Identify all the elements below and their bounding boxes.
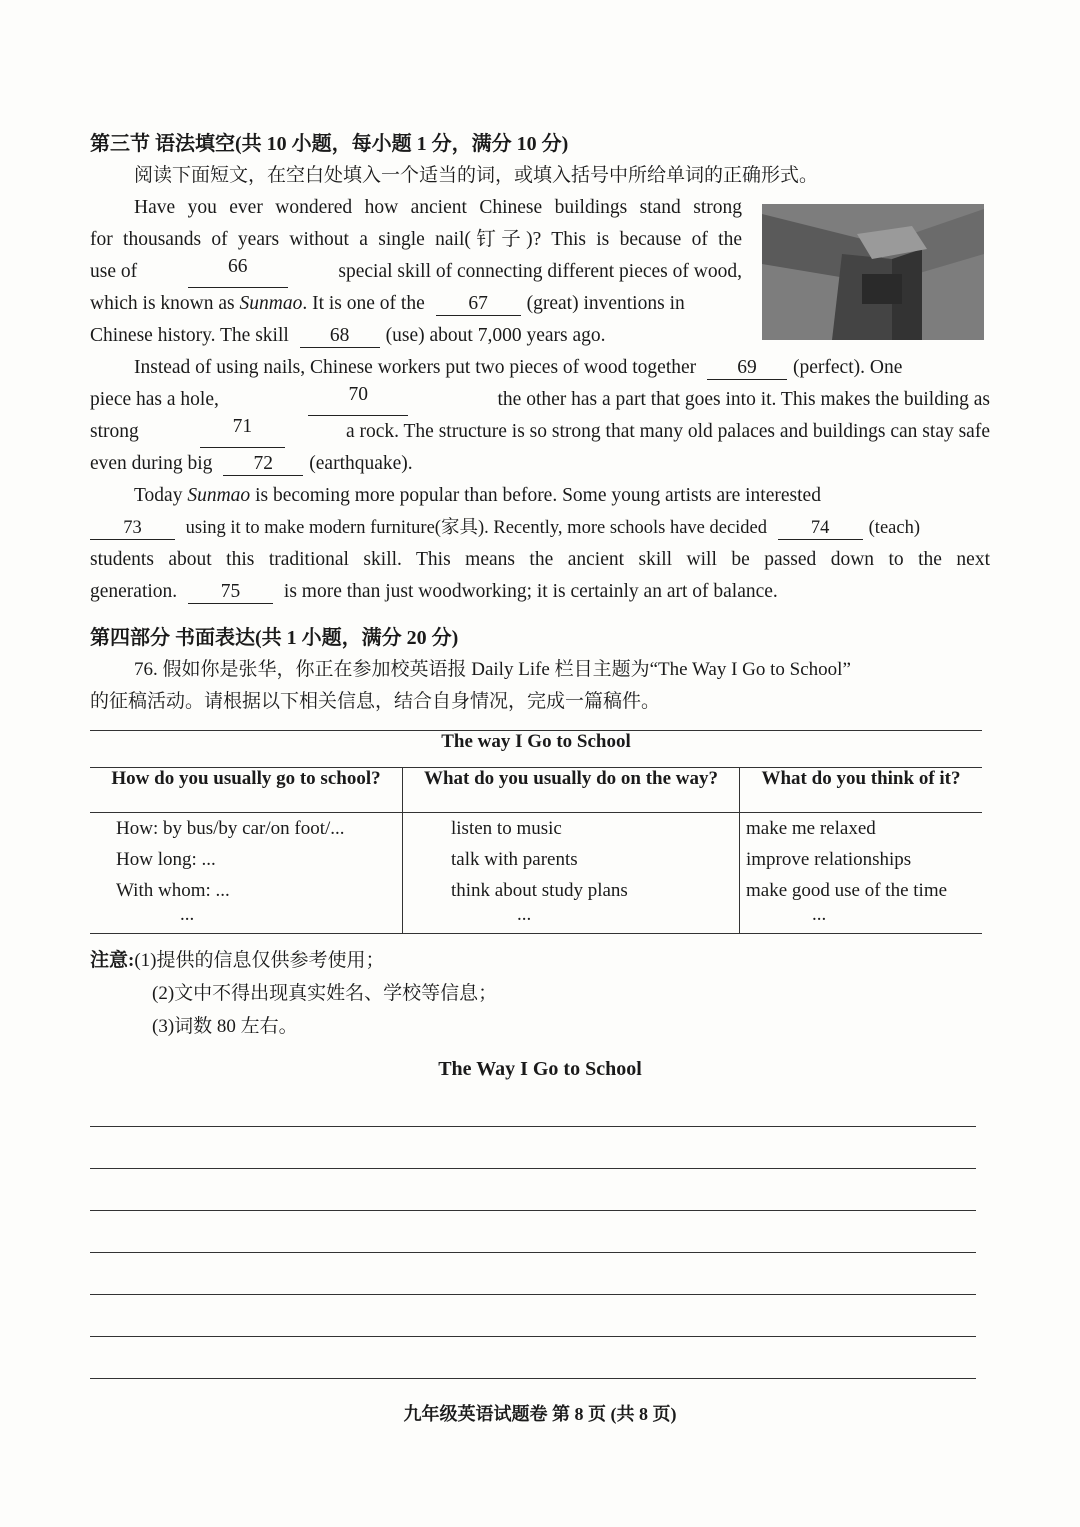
note-1: (1)提供的信息仅供参考使用； bbox=[134, 950, 385, 971]
cell-ellipsis: ... bbox=[180, 904, 195, 925]
notes-label: 注意: bbox=[90, 950, 135, 971]
p1-line5: Chinese history. The skill 68 (use) about 7,000 years ago. bbox=[90, 325, 606, 346]
blank-66[interactable]: 66 bbox=[188, 256, 288, 288]
table-header-think: What do you think of it? bbox=[740, 768, 983, 813]
table-col-think bbox=[740, 813, 983, 934]
cell-talk-parents: talk with parents bbox=[451, 849, 578, 870]
p1-line4: which is known as Sunmao. It is one of the 67 (great) inventions in bbox=[90, 293, 685, 314]
cell-relaxed: make me relaxed bbox=[746, 818, 876, 839]
section4-heading: 第四部分 书面表达(共 1 小题，满分 20 分) bbox=[90, 627, 459, 649]
p2-line2: piece has a hole, 70 the other has a part that goes into it. This makes the building as bbox=[90, 384, 990, 416]
cell-use-time: make good use of the time bbox=[746, 880, 948, 901]
p2-line4: even during big 72 (earthquake). bbox=[90, 453, 413, 474]
exam-page bbox=[90, 128, 990, 1379]
cell-ellipsis: ... bbox=[812, 904, 827, 925]
blank-71[interactable]: 71 bbox=[200, 416, 285, 448]
passage-paragraph-1 bbox=[90, 192, 742, 352]
blank-73[interactable]: 73 bbox=[90, 517, 175, 540]
cell-study-plans: think about study plans bbox=[451, 880, 628, 901]
writing-line[interactable] bbox=[90, 1337, 976, 1379]
p3-line2: 73 using it to make modern furniture(家具). Recently, more schools have decided 74 (teach) bbox=[90, 512, 990, 544]
cell-how: How: by bus/by car/on foot/... bbox=[116, 818, 345, 839]
p1-line3: use of 66 special skill of connecting different pieces of wood, bbox=[90, 256, 742, 288]
cell-how-long: How long: ... bbox=[116, 849, 216, 870]
page-footer: 九年级英语试题卷 第 8 页 (共 8 页) bbox=[403, 1404, 677, 1424]
section3-instruction: 阅读下面短文，在空白处填入一个适当的词，或填入括号中所给单词的正确形式。 bbox=[134, 165, 819, 186]
cell-with-whom: With whom: ... bbox=[116, 880, 230, 901]
table-header-what: What do you usually do on the way? bbox=[403, 768, 740, 813]
blank-67[interactable]: 67 bbox=[436, 293, 521, 316]
table-title: The way I Go to School bbox=[90, 731, 982, 768]
p3-line3: students about this traditional skill. This means the ancient skill will be passed down to the next bbox=[90, 549, 990, 570]
writing-line[interactable] bbox=[90, 1253, 976, 1295]
p2-line3: strong 71 a rock. The structure is so strong that many old palaces and buildings can stay safe bbox=[90, 416, 990, 448]
table-col-what bbox=[403, 813, 740, 934]
writing-line[interactable] bbox=[90, 1295, 976, 1337]
note-2: (2)文中不得出现真实姓名、学校等信息； bbox=[152, 983, 498, 1004]
p2-line1: Instead of using nails, Chinese workers put two pieces of wood together 69 (perfect). One bbox=[134, 357, 903, 378]
info-table bbox=[90, 730, 982, 934]
p1-line1: Have you ever wondered how ancient Chinese buildings stand strong bbox=[134, 197, 742, 218]
notes bbox=[90, 944, 990, 1043]
blank-74[interactable]: 74 bbox=[778, 517, 863, 540]
blank-75[interactable]: 75 bbox=[188, 581, 273, 604]
passage-paragraph-3 bbox=[90, 480, 990, 608]
writing-line[interactable] bbox=[90, 1169, 976, 1211]
p1-line2: for thousands of years without a single nail(钉子)? This is because of the bbox=[90, 229, 742, 250]
blank-70[interactable]: 70 bbox=[308, 384, 408, 416]
section4-prompt-line1: 76. 假如你是张华，你正在参加校英语报 Daily Life 栏目主题为“The Way I Go to School” bbox=[134, 659, 851, 680]
cell-ellipsis: ... bbox=[517, 904, 532, 925]
blank-68[interactable]: 68 bbox=[300, 325, 380, 348]
note-3: (3)词数 80 左右。 bbox=[152, 1016, 298, 1037]
writing-line[interactable] bbox=[90, 1211, 976, 1253]
blank-72[interactable]: 72 bbox=[223, 453, 303, 476]
blank-69[interactable]: 69 bbox=[707, 357, 787, 380]
table-col-how bbox=[90, 813, 403, 934]
writing-line[interactable] bbox=[90, 1127, 976, 1169]
cell-relationships: improve relationships bbox=[746, 849, 912, 870]
table-header-how: How do you usually go to school? bbox=[90, 768, 403, 813]
cell-listen-music: listen to music bbox=[451, 818, 562, 839]
writing-line[interactable] bbox=[90, 1085, 976, 1127]
writing-area[interactable] bbox=[90, 1085, 990, 1379]
section3-heading: 第三节 语法填空(共 10 小题，每小题 1 分，满分 10 分) bbox=[90, 133, 569, 155]
section4-prompt-line2: 的征稿活动。请根据以下相关信息，结合自身情况，完成一篇稿件。 bbox=[90, 691, 661, 712]
p3-line4: generation. 75 is more than just woodworking; it is certainly an art of balance. bbox=[90, 581, 778, 602]
essay-title: The Way I Go to School bbox=[438, 1058, 642, 1080]
p3-line1: Today Sunmao is becoming more popular than before. Some young artists are interested bbox=[134, 485, 821, 506]
passage-paragraph-2 bbox=[90, 352, 990, 480]
